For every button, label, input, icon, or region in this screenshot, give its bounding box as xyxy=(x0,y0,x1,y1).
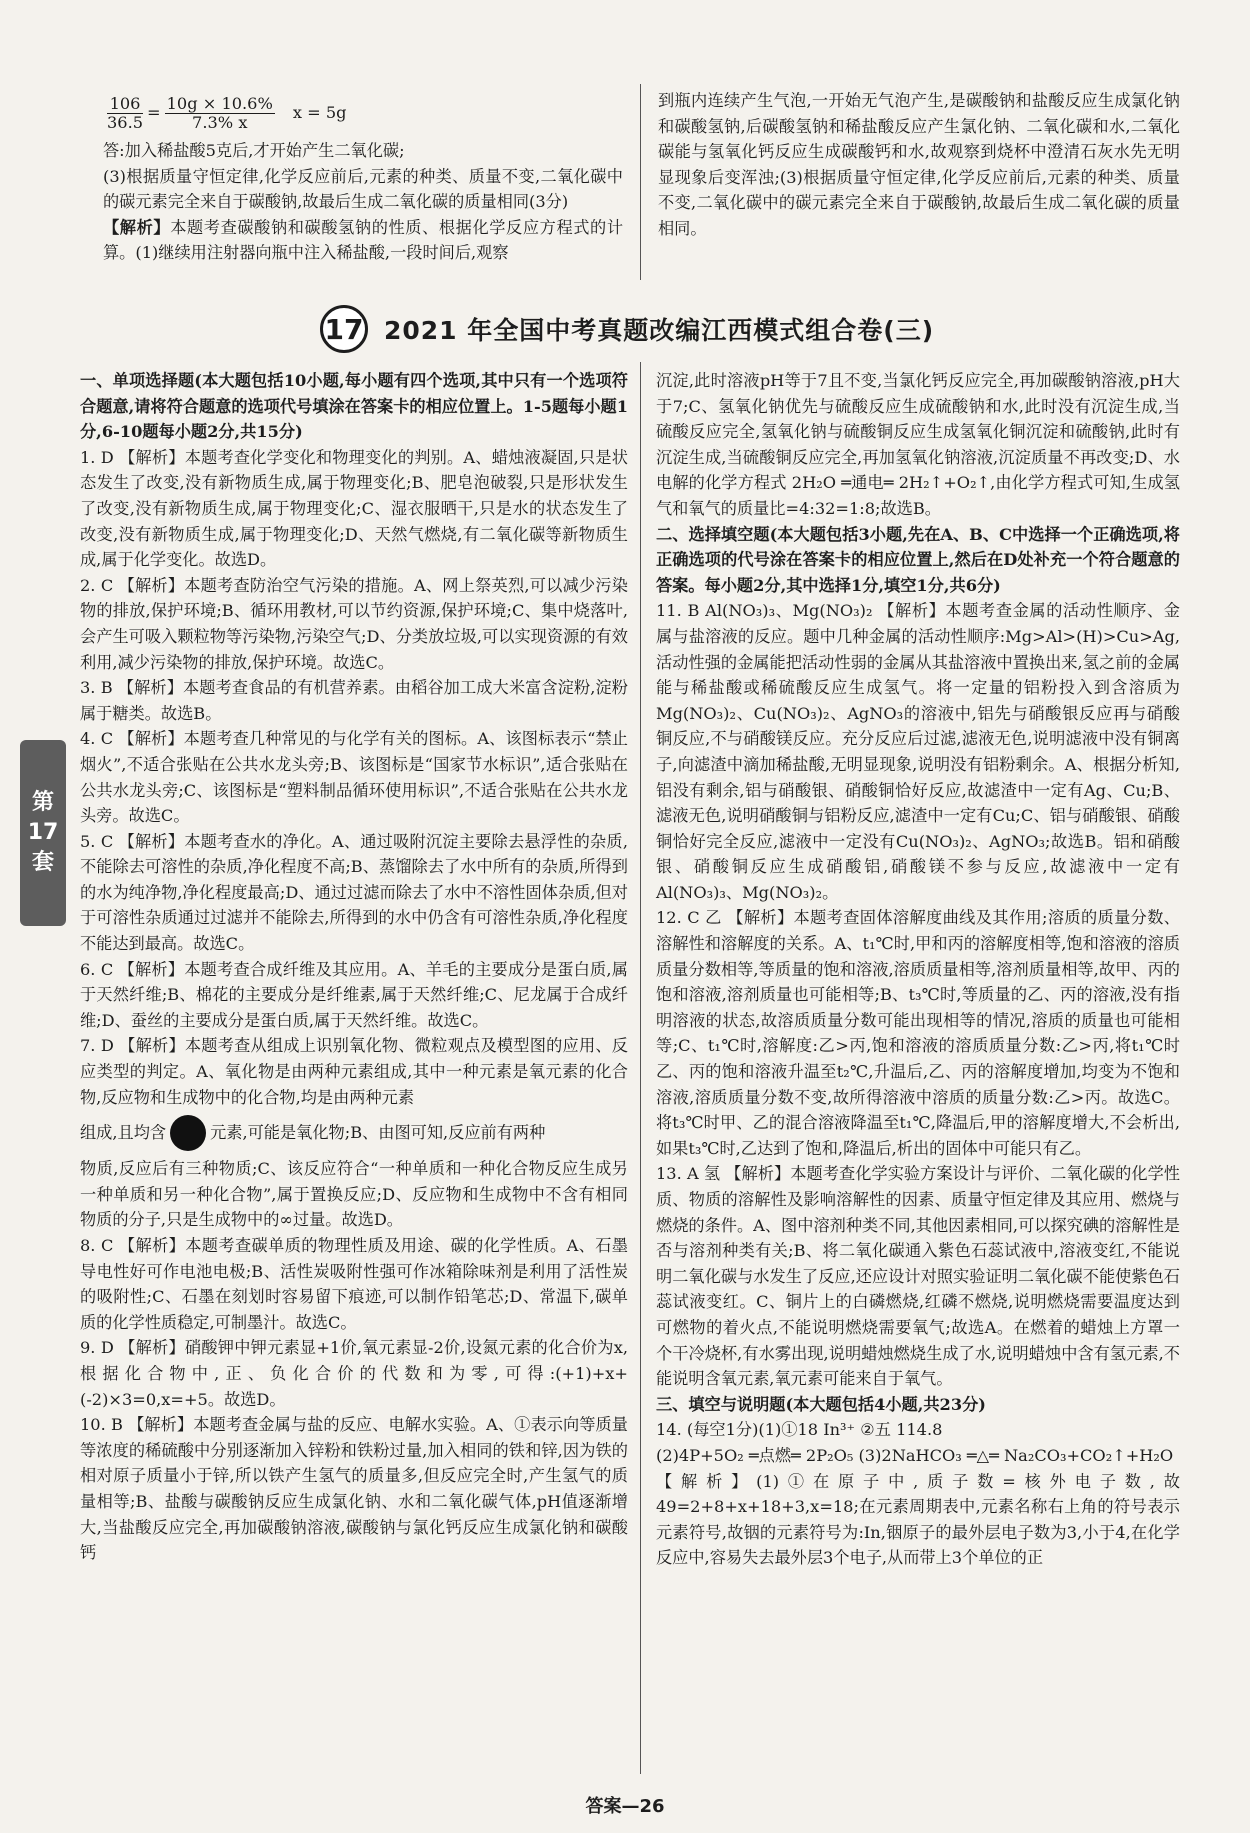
fraction-1: $\frac{106}{36.5}$ xyxy=(107,93,144,132)
analysis-paragraph: 【解析】本题考查碳酸钠和碳酸氢钠的性质、根据化学反应方程式的计算。(1)继续用注射器向瓶中注入稀盐酸,一段时间后,观察 xyxy=(103,217,624,263)
top-left-column xyxy=(103,88,623,266)
paragraph: 到瓶内连续产生气泡,一开始无气泡产生,是碳酸钠和盐酸反应生成氯化钠和碳酸氢钠,后碳酸氢钠和稀盐酸反应产生氯化钠、二氧化碳和水,二氧化碳能与氢氧化钙反应生成碳酸钙和水,故观察到烧杯中澄清石灰水先无明显现象后变浑浊;(3)根据质量守恒定律,化学反应前后,元素的种类、质量不变,二氧化碳中的碳元素完全来自于碳酸钠,故最后生成二氧化碳的质量相同。 xyxy=(658,91,1180,238)
question-7-atom-line: 组成,且均含 元素,可能是氧化物;B、由图可知,反应前有两种 xyxy=(80,1110,628,1156)
question-13: 13. A 氢 【解析】本题考查化学实验方案设计与评价、二氧化碳的化学性质、物质的溶解性及影响溶解性的因素、质量守恒定律及其应用、燃烧与燃烧的条件。A、图中溶剂种类不同,其他因素相同,可以探究碘的溶解性是否与溶剂种类有关;B、将二氧化碳通入紫色石蕊试液中,溶液变红,不能说明二氧化碳与水发生了反应,还应设计对照实验证明二氧化碳不能使紫色石蕊试液变红。C、铜片上的白磷燃烧,红磷不燃烧,说明燃烧需要温度达到可燃物的着火点,不能说明燃烧需要氧气;故选A。在燃着的蜡烛上方罩一个干冷烧杯,有水雾出现,说明蜡烛燃烧生成了水,说明蜡烛中含有氢元素,不能说明含氧元素,氧元素可能来自于氧气。 xyxy=(656,1164,1180,1389)
column-divider-top xyxy=(640,84,641,280)
question-10: 10. B 【解析】本题考查金属与盐的反应、电解水实验。A、①表示向等质量等浓度的稀硫酸中分别逐渐加入锌粉和铁粉过量,加入相同的铁和锌,因为铁的相对原子质量小于锌,所以铁产生氢气的质量多,但反应完全时,产生氢气的质量相等;B、盐酸与碳酸钠反应生成氯化钠、水和二氧化碳气体,pH值逐渐增大,当盐酸反应完全,再加碳酸钠溶液,碳酸钠与氯化钙反应生成氯化钠和碳酸钙 xyxy=(80,1415,628,1563)
question-7-cont: 物质,反应后有三种物质;C、该反应符合“一种单质和一种化合物反应生成另一种单质和另一种化合物”,属于置换反应;D、反应物和生成物中不含有相同物质的分子,只是生成物中的∞过量。故选D。 xyxy=(80,1159,628,1230)
side-tab: 第 17 套 xyxy=(20,740,66,926)
question-8: 8. C 【解析】本题考查碳单质的物理性质及用途、碳的化学性质。A、石墨导电性好可作电池电极;B、活性炭吸附性强可作冰箱除味剂是利用了活性炭的吸附性;C、石墨在刻划时容易留下痕迹,可以制作铅笔芯;D、常温下,碳单质的化学性质稳定,可制墨汁。故选C。 xyxy=(80,1236,628,1332)
section-heading-3: 三、填空与说明题(本大题包括4小题,共23分) xyxy=(656,1394,986,1414)
page-title: 2021 年全国中考真题改编江西模式组合卷(三) xyxy=(384,316,935,345)
fraction-2: $\frac{10g \times 10.6\%}{7.3\% x}$ xyxy=(166,93,273,132)
page-footer: 答案—26 xyxy=(585,1796,665,1817)
left-column xyxy=(80,368,628,1566)
column-divider xyxy=(640,362,641,1774)
question-14-analysis: 【解析】(1)①在原子中,质子数=核外电子数,故49=2+8+x+18+3,x=18;在元素周期表中,元素名称右上角的符号表示元素符号,故铟的元素符号为:In,铟原子的最外层电子数为3,小于4,在化学反应中,容易失去最外层3个电子,从而带上3个单位的正 xyxy=(656,1471,1180,1568)
question-7: 7. D 【解析】本题考查从组成上识别氧化物、微粒观点及模型图的应用、反应类型的判定。A、氧化物是由两种元素组成,其中一种元素是氧元素的化合物,反应物和生成物中的化合物,均是由两种元素 xyxy=(80,1036,628,1107)
section-heading-1: 一、单项选择题(本大题包括10小题,每小题有四个选项,其中只有一个选项符合题意,请将符合题意的选项代号填涂在答案卡的相应位置上。1-5题每小题1分,6-10题每小题2分,共15分) xyxy=(80,371,628,442)
question-11: 11. B Al(NO₃)₃、Mg(NO₃)₂ 【解析】本题考查金属的活动性顺序、金属与盐溶液的反应。题中几种金属的活动性顺序:Mg>Al>(H)>Cu>Ag,活动性强的金属能把活动性弱的金属从其盐溶液中置换出来,氢之前的金属能与稀盐酸或稀硫酸反应生成氢气。将一定量的铝粉投入到含溶质为Mg(NO₃)₂、Cu(NO₃)₂、AgNO₃的溶液中,铝先与硝酸银反应再与硝酸铜反应,不与硝酸镁反应。充分反应后过滤,滤液无色,说明滤液中没有铜离子,向滤渣中滴加稀盐酸,无明显现象,说明没有铝粉剩余。A、根据分析知,铝没有剩余,铝与硝酸银、硝酸铜恰好反应,故滤渣中一定有Ag、Cu;B、滤液无色,说明硝酸铜与铝粉反应,滤渣中一定有Cu;C、铝与硝酸银、硝酸铜恰好完全反应,滤液中一定没有Cu(NO₃)₂、AgNO₃;故选B。铝和硝酸银、硝酸铜反应生成硝酸铝,硝酸镁不参与反应,故滤液中一定有Al(NO₃)₃、Mg(NO₃)₂。 xyxy=(656,601,1180,902)
right-column xyxy=(656,368,1180,1571)
paragraph: (3)根据质量守恒定律,化学反应前后,元素的种类、质量不变,二氧化碳中的碳元素完全来自于碳酸钠,故最后生成二氧化碳的质量相同(3分) xyxy=(103,166,623,212)
top-right-column xyxy=(658,88,1180,242)
question-10-cont: 沉淀,此时溶液pH等于7且不变,当氯化钙反应完全,再加碳酸钠溶液,pH大于7;C、氢氧化钠优先与硫酸反应生成硫酸钠和水,此时没有沉淀生成,当硫酸反应完全,氢氧化钠与硫酸铜反应生成氢氧化铜沉淀和硫酸钠,此时有沉淀生成,当硫酸铜反应完全,再加氢氧化钠溶液,沉淀质量不再改变;D、水电解的化学方程式 2H₂O ═通电═ 2H₂↑+O₂↑,由化学方程式可知,生成氢气和氧气的质量比=4:32=1:8;故选B。 xyxy=(656,371,1180,518)
question-2: 2. C 【解析】本题考查防治空气污染的措施。A、网上祭英烈,可以减少污染物的排放,保护环境;B、循环用教材,可以节约资源,保护环境;C、集中烧落叶,会产生可吸入颗粒物等污染物,污染空气;D、分类放垃圾,可以实现资源的有效利用,减少污染物的排放,保护环境。故选C。 xyxy=(80,575,628,672)
question-12: 12. C 乙 【解析】本题考查固体溶解度曲线及其作用;溶质的质量分数、溶解性和溶解度的关系。A、t₁℃时,甲和丙的溶解度相等,饱和溶液的溶质质量分数相等,等质量的饱和溶液,溶质质量相等,溶剂质量相等,故甲、丙的饱和溶液,溶剂质量也可能相等;B、t₃℃时,等质量的乙、丙的溶液,没有指明溶液的状态,故溶质质量分数可能出现相等的情况,溶质的质量也可能相等;C、t₁℃时,溶解度:乙>丙,饱和溶液的溶质质量分数:乙>丙,将t₁℃时乙、丙的饱和溶液升温至t₂℃,升温后,乙、丙的溶解度增加,均变为不饱和溶液,溶质质量分数不变,故所得溶液中溶质的质量分数:乙>丙。故选C。将t₃℃时甲、乙的混合溶液降温至t₁℃,降温后,甲的溶解度增大,不会析出,如果t₃℃时,乙达到了饱和,降温后,析出的固体中可能只有乙。 xyxy=(656,908,1180,1158)
formula-line: $\frac{106}{36.5}$ = $\frac{10g \times 10.6\%}{7.3\% x}$ x = 5g xyxy=(107,93,347,132)
answer-line: 答:加入稀盐酸5克后,才开始产生二氧化碳; xyxy=(103,141,405,160)
set-number-badge: 17 xyxy=(320,305,368,353)
question-14-equations: (2)4P+5O₂ ═点燃═ 2P₂O₅ (3)2NaHCO₃ ═△═ Na₂CO₃+CO₂↑+H₂O xyxy=(656,1445,1174,1465)
section-heading-2: 二、选择填空题(本大题包括3小题,先在A、B、C中选择一个正确选项,将正确选项的代号涂在答案卡的相应位置上,然后在D处补充一个符合题意的答案。每小题2分,其中选择1分,填空1分,共6分) xyxy=(656,524,1180,595)
question-4: 4. C 【解析】本题考查几种常见的与化学有关的图标。A、该图标表示“禁止烟火”,不适合张贴在公共水龙头旁;B、该图标是“国家节水标识”,适合张贴在公共水龙头旁;C、该图标是“塑料制品循环使用标识”,不适合张贴在公共水龙头旁。故选C。 xyxy=(80,729,628,826)
section-title xyxy=(320,304,940,354)
atom-model-icon xyxy=(170,1115,206,1151)
question-5: 5. C 【解析】本题考查水的净化。A、通过吸附沉淀主要除去悬浮性的杂质,不能除去可溶性的杂质,净化程度不高;B、蒸馏除去了水中所有的杂质,所得到的水为纯净物,净化程度最高;D、通过过滤而除去了水中不溶性固体杂质,但对于可溶性杂质通过过滤并不能除去,所得到的水中仍含有可溶性杂质,净化程度不能达到最高。故选C。 xyxy=(80,831,628,954)
question-3: 3. B 【解析】本题考查食品的有机营养素。由稻谷加工成大米富含淀粉,淀粉属于糖类。故选B。 xyxy=(80,678,628,723)
question-14: 14. (每空1分)(1)①18 In³⁺ ②五 114.8 xyxy=(656,1420,943,1440)
question-1: 1. D 【解析】本题考查化学变化和物理变化的判别。A、蜡烛液凝固,只是状态发生了改变,没有新物质生成,属于物理变化;B、肥皂泡破裂,只是形状发生了改变,没有新物质生成,属于物理变化;C、湿衣服晒干,只是水的状态发生了改变,没有新物质生成,属于物理变化;D、天然气燃烧,有二氧化碳等新物质生成,属于化学变化。故选D。 xyxy=(80,447,628,570)
question-6: 6. C 【解析】本题考查合成纤维及其应用。A、羊毛的主要成分是蛋白质,属于天然纤维;B、棉花的主要成分是纤维素,属于天然纤维;C、尼龙属于合成纤维;D、蚕丝的主要成分是蛋白质,属于天然纤维。故选C。 xyxy=(80,959,628,1030)
question-9: 9. D 【解析】硝酸钾中钾元素显+1价,氧元素显-2价,设氮元素的化合价为x,根据化合物中,正、负化合价的代数和为零,可得:(+1)+x+(-2)×3=0,x=+5。故选D。 xyxy=(80,1338,628,1409)
